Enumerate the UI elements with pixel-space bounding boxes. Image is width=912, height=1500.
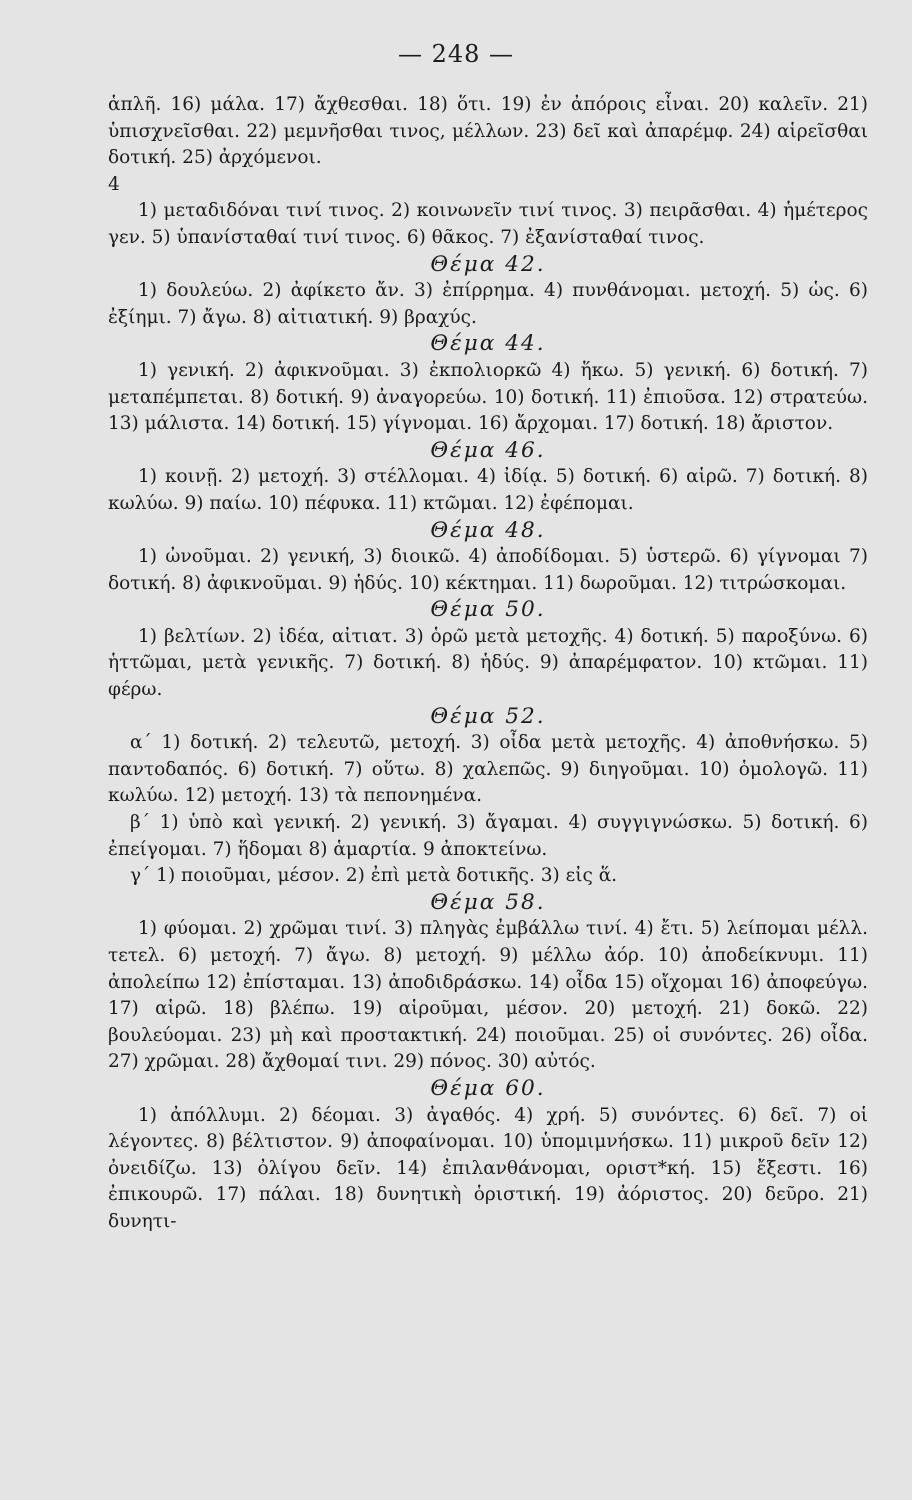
answer-paragraph: 1) φύομαι. 2) χρῶμαι τινί. 3) πληγὰς ἐμβάλλω τινί. 4) ἔτι. 5) λείπομαι μέλλ. τετελ. 6) μετοχή. 7) ἄγω. 8) μετοχή. 9) μέλλω ἀόρ. 10) ἀποδείκνυμι. 11) ἀπολείπω 12) ἐπίσταμαι. 13) ἀποδιδράσκω. 14) οἶδα 15) οἴχομαι 16) ἀποφεύγω. 17) αἱρῶ. 18) βλέπω. 19) αἱροῦμαι, μέσον. 20) μετοχή. 21) δοκῶ. 22) βουλεύομαι. 23) μὴ καὶ προστακτική. 24) ποιοῦμαι. 25) οἱ συνόντες. 26) οἶδα. 27) χρῶμαι. 28) ἄχθομαί τινι. 29) πόνος. 30) αὐτός. <box>108 918 868 1073</box>
answer-paragraph: α΄ 1) δοτική. 2) τελευτῶ, μετοχή. 3) οἶδα μετὰ μετοχῆς. 4) ἀποθνήσκω. 5) παντοδαπός. 6) δοτική. 7) οὕτω. 8) χαλεπῶς. 9) διηγοῦμαι. 10) ὁμολογῶ. 11) κωλύω. 12) μετοχή. 13) τὰ πεπονημένα. <box>108 732 868 807</box>
section-heading: Θέμα 58. <box>430 889 546 915</box>
answer-paragraph: 1) βελτίων. 2) ἰδέα, αἰτιατ. 3) ὁρῶ μετὰ μετοχῆς. 4) δοτική. 5) παροξύνω. 6) ἡττῶμαι, μετὰ γενικῆς. 7) δοτική. 8) ἡδύς. 9) ἀπαρέμφατον. 10) κτῶμαι. 11) φέρω. <box>108 625 868 701</box>
section-heading: Θέμα 52. <box>430 703 546 729</box>
answer-paragraph: 1) δουλεύω. 2) ἀφίκετο ἄν. 3) ἐπίρρημα. 4) πυνθάνομαι. μετοχή. 5) ὡς. 6) ἐξίημι. 7) ἄγω. 8) αἰτιατική. 9) βραχύς. <box>108 280 868 328</box>
answer-paragraph: ἁπλῆ. 16) μάλα. 17) ἄχθεσθαι. 18) ὅτι. 19) ἐν ἀπόροις εἶναι. 20) καλεῖν. 21) ὑπισχνεῖσθαι. 22) μεμνῆσθαι τινος, μέλλων. 23) δεῖ καὶ ἀπαρέμφ. 24) αἱρεῖσθαι δοτική. 25) ἀρχόμενοι. <box>108 94 868 169</box>
page-content <box>108 92 868 1236</box>
answer-paragraph: 1) ὠνοῦμαι. 2) γενική, 3) διοικῶ. 4) ἀποδίδομαι. 5) ὑστερῶ. 6) γίγνομαι 7) δοτική. 8) ἀφικνοῦμαι. 9) ἡδύς. 10) κέκτημαι. 11) δωροῦμαι. 12) τιτρώσκομαι. <box>108 546 868 594</box>
section-heading: Θέμα 42. <box>430 251 546 277</box>
section-heading: Θέμα 48. <box>430 517 546 543</box>
answer-paragraph: 1) μεταδιδόναι τινί τινος. 2) κοινωνεῖν τινί τινος. 3) πειρᾶσθαι. 4) ἡμέτερος γεν. 5) ὑπανίσταθαί τινί τινος. 6) θᾶκος. 7) ἐξανίσταθαί τινος. <box>108 200 868 248</box>
answer-paragraph: 1) κοινῇ. 2) μετοχή. 3) στέλλομαι. 4) ἰδίᾳ. 5) δοτική. 6) αἱρῶ. 7) δοτική. 8) κωλύω. 9) παίω. 10) πέφυκα. 11) κτῶμαι. 12) ἐφέπομαι. <box>108 466 868 514</box>
answer-paragraph: γ΄ 1) ποιοῦμαι, μέσον. 2) ἐπὶ μετὰ δοτικῆς. 3) εἰς ἅ. <box>130 865 618 887</box>
answer-paragraph: β΄ 1) ὑπὸ καὶ γενική. 2) γενική. 3) ἄγαμαι. 4) συγγιγνώσκω. 5) δοτική. 6) ἐπείγομαι. 7) ἥδομαι 8) ἁμαρτία. 9 ἀποκτείνω. <box>108 812 868 860</box>
section-heading: Θέμα 46. <box>430 437 546 463</box>
section-heading: Θέμα 60. <box>430 1075 546 1101</box>
section-heading: Θέμα 44. <box>430 331 546 357</box>
answer-paragraph: 1) γενική. 2) ἀφικνοῦμαι. 3) ἐκπολιορκῶ 4) ἥκω. 5) γενική. 6) δοτική. 7) μεταπέμπεται. 8) δοτική. 9) ἀναγορεύω. 10) δοτική. 11) ἐπιοῦσα. 12) στρατεύω. 13) μάλιστα. 14) δοτική. 15) γίγνομαι. 16) ἄρχομαι. 17) δοτική. 18) ἄριστον. <box>108 359 868 435</box>
page-number: — 248 — <box>397 40 515 68</box>
section-heading: Θέμα 50. <box>430 597 546 623</box>
answer-paragraph: 1) ἀπόλλυμι. 2) δέομαι. 3) ἀγαθός. 4) χρή. 5) συνόντες. 6) δεῖ. 7) οἱ λέγοντες. 8) βέλτιστον. 9) ἀποφαίνομαι. 10) ὑπομιμνήσκω. 11) μικροῦ δεῖν 12) ὀνειδίζω. 13) ὀλίγου δεῖν. 14) ἐπιλανθάνομαι, οριστ*κή. 15) ἔξεστι. 16) ἐπικουρῶ. 17) πάλαι. 18) δυνητικὴ ὁριστική. 19) ἀόριστος. 20) δεῦρο. 21) δυνητι- <box>108 1104 868 1232</box>
section-number: 4 <box>108 173 120 195</box>
